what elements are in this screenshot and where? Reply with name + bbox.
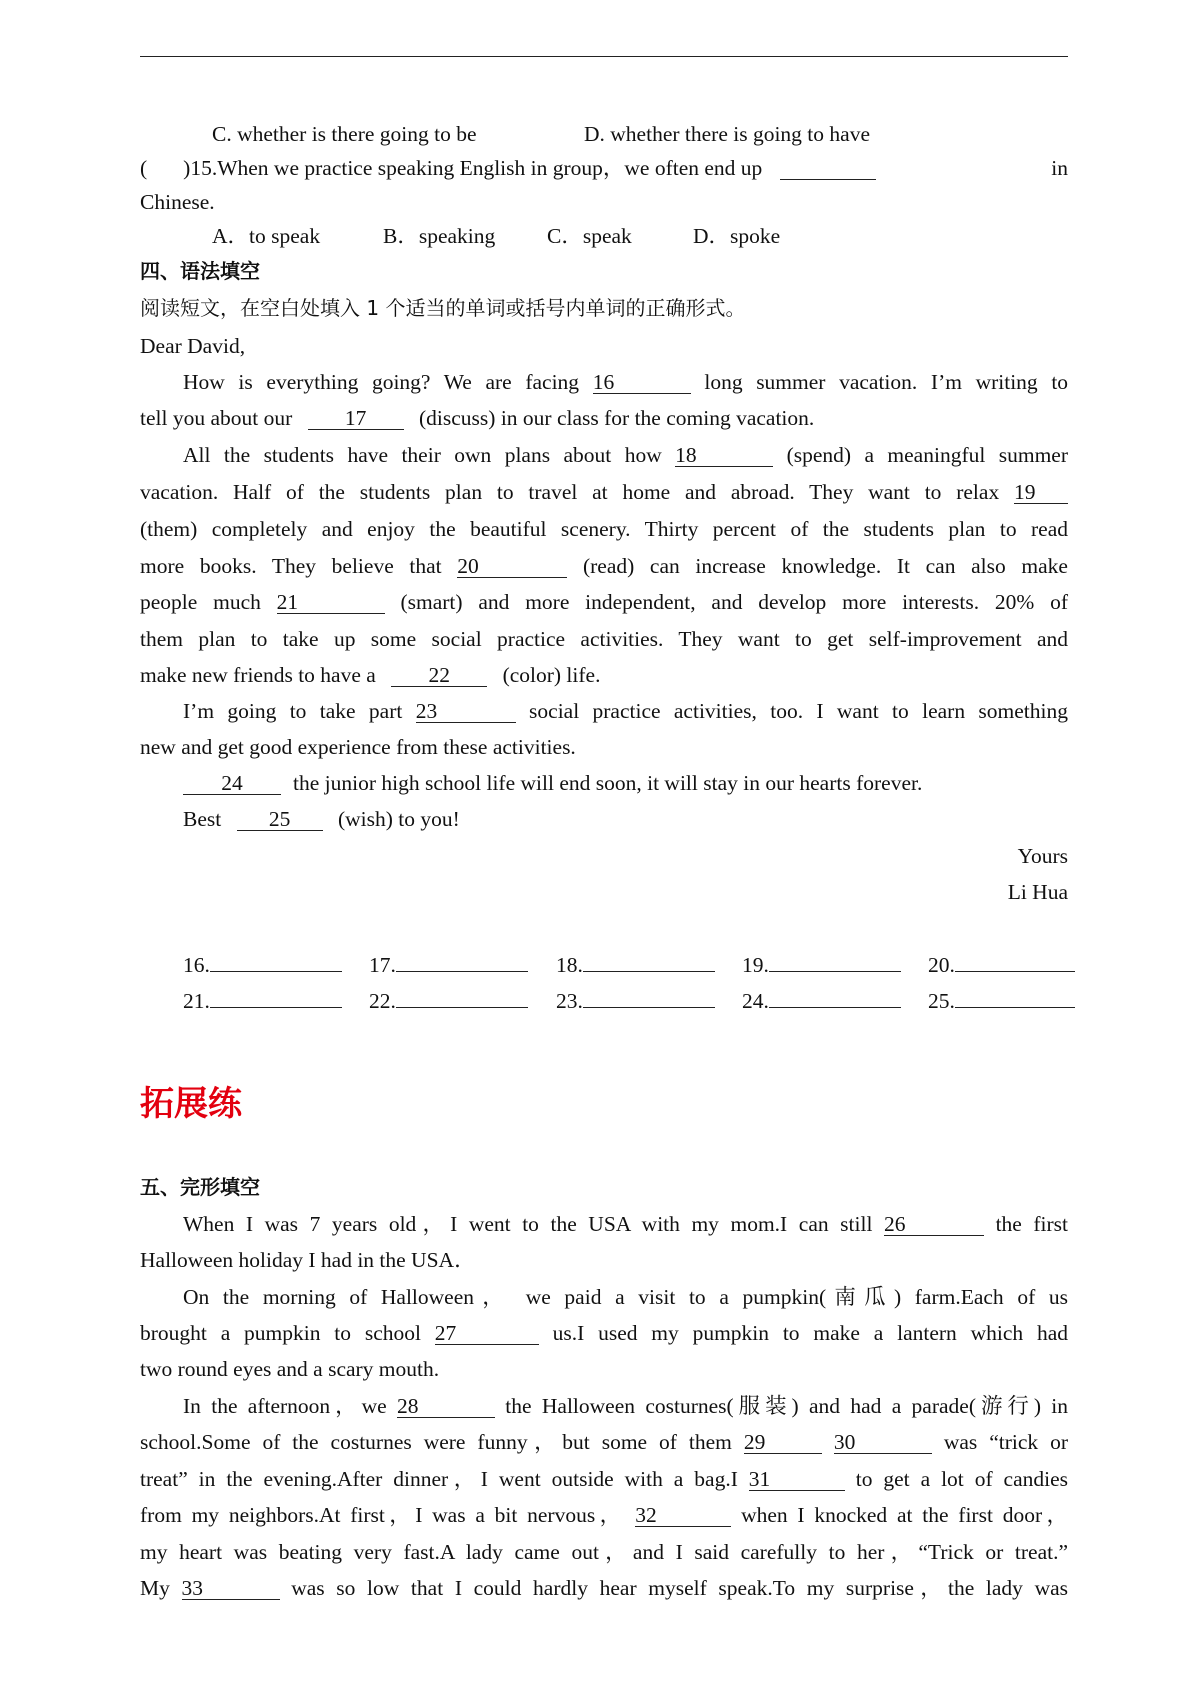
letter-line: I’m going to take part 23 social practice activities, too. I want to learn something — [183, 699, 1068, 723]
passage-line: On the morning of Halloween， we paid a visit to a pumpkin(南瓜) farm.Each of us — [183, 1285, 1068, 1309]
blank-16: 16 — [593, 371, 691, 394]
letter-line: more books. They believe that 20 (read) can increase knowledge. It can also make — [140, 554, 1068, 578]
option-b: B．speaking — [383, 224, 496, 248]
option-d: D．spoke — [693, 224, 781, 248]
letter-line: vacation. Half of the students plan to travel at home and abroad. They want to relax 19 — [140, 477, 1068, 507]
answer-blank[interactable]: 17. — [369, 949, 528, 980]
letter-line: tell you about our 17 (discuss) in our class for the coming vacation. — [140, 406, 815, 430]
blank-28: 28 — [397, 1395, 495, 1418]
section-4-instruction: 阅读短文，在空白处填入 1 个适当的单词或括号内单词的正确形式。 — [140, 296, 746, 320]
blank-29: 29 — [744, 1431, 822, 1454]
answer-blank[interactable]: 25. — [928, 985, 1075, 1016]
blank-24: 24 — [183, 772, 281, 795]
answer-blank[interactable]: 19. — [742, 949, 901, 980]
blank-25: 25 — [237, 808, 323, 831]
passage-line: from my neighbors.At first，I was a bit nervous， 32 when I knocked at the first door， — [140, 1503, 1069, 1527]
letter-line: make new friends to have a 22 (color) life. — [140, 663, 601, 687]
option-c-prev: C. whether is there going to be — [212, 122, 477, 146]
passage-line: brought a pumpkin to school 27 us.I used my pumpkin to make a lantern which had — [140, 1321, 1068, 1345]
passage-line: school.Some of the costurnes were funny，but some of them 29 30 was “trick or — [140, 1430, 1069, 1454]
passage-line: In the afternoon，we 28 the Halloween costurnes(服装) and had a parade(游行) in — [183, 1394, 1069, 1418]
answer-blank[interactable]: 24. — [742, 985, 901, 1016]
blank-26: 26 — [884, 1213, 984, 1236]
option-d-prev: D. whether there is going to have — [584, 122, 870, 146]
blank-19: 19 — [1014, 481, 1068, 504]
header-rule — [140, 56, 1068, 57]
letter-line: them plan to take up some social practice activities. They want to get self-improvement and — [140, 627, 1068, 651]
letter-greeting: Dear David, — [140, 334, 246, 358]
passage-line: treat” in the evening.After dinner，I went outside with a bag.I 31 to get a lot of candies — [140, 1467, 1069, 1491]
blank-18: 18 — [675, 444, 773, 467]
blank-30: 30 — [834, 1431, 932, 1454]
letter-line: (them) completely and enjoy the beautiful scenery. Thirty percent of the students plan to read — [140, 517, 1068, 541]
question-15-line2: Chinese. — [140, 190, 215, 214]
answer-blank[interactable]: 20. — [928, 949, 1075, 980]
option-c: C．speak — [547, 224, 632, 248]
question-15-after: in — [1051, 156, 1068, 180]
option-a: A．to speak — [212, 224, 321, 248]
blank-27: 27 — [435, 1322, 539, 1345]
letter-line: All the students have their own plans about how 18 (spend) a meaningful summer — [183, 443, 1069, 467]
letter-line: people much 21 (smart) and more independent, and develop more interests. 20% of — [140, 590, 1069, 614]
letter-line: Best 25 (wish) to you! — [183, 807, 460, 831]
passage-line: my heart was beating very fast.A lady came out，and I said carefully to her，“Trick or treat.” — [140, 1540, 1068, 1564]
answer-blank[interactable]: 16. — [183, 949, 342, 980]
question-15-blank — [780, 157, 876, 180]
question-15-text: )15.When we practice speaking English in group，we often end up — [183, 156, 763, 180]
letter-signature: Li Hua — [1007, 880, 1068, 904]
blank-22: 22 — [391, 664, 487, 687]
question-15 — [140, 153, 1068, 183]
section-4-heading: 四、语法填空 — [140, 259, 260, 283]
answer-blank[interactable]: 21. — [183, 985, 342, 1016]
blank-20: 20 — [457, 555, 567, 578]
extension-title: 拓展练 — [140, 1084, 242, 1124]
blank-21: 21 — [277, 591, 385, 614]
blank-31: 31 — [749, 1468, 845, 1491]
letter-line: new and get good experience from these activities. — [140, 735, 576, 759]
letter-closing: Yours — [1017, 844, 1068, 868]
answer-blank[interactable]: 23. — [556, 985, 715, 1016]
blank-32: 32 — [635, 1504, 731, 1527]
blank-23: 23 — [416, 700, 516, 723]
blank-33: 33 — [182, 1577, 280, 1600]
answer-blank[interactable]: 22. — [369, 985, 528, 1016]
passage-line: two round eyes and a scary mouth. — [140, 1357, 440, 1381]
blank-17: 17 — [308, 407, 404, 430]
passage-line: My 33 was so low that I could hardly hear myself speak.To my surprise，the lady was — [140, 1576, 1069, 1600]
letter-line: How is everything going? We are facing 16 long summer vacation. I’m writing to — [183, 370, 1069, 394]
passage-line: When I was 7 years old，I went to the USA with my mom.I can still 26 the first — [183, 1212, 1069, 1236]
letter-line: 24 the junior high school life will end soon, it will stay in our hearts forever. — [183, 768, 922, 798]
section-5-heading: 五、完形填空 — [140, 1175, 260, 1199]
passage-line: Halloween holiday I had in the USA． — [140, 1248, 476, 1272]
answer-blank[interactable]: 18. — [556, 949, 715, 980]
question-paren-open: ( — [140, 156, 148, 180]
